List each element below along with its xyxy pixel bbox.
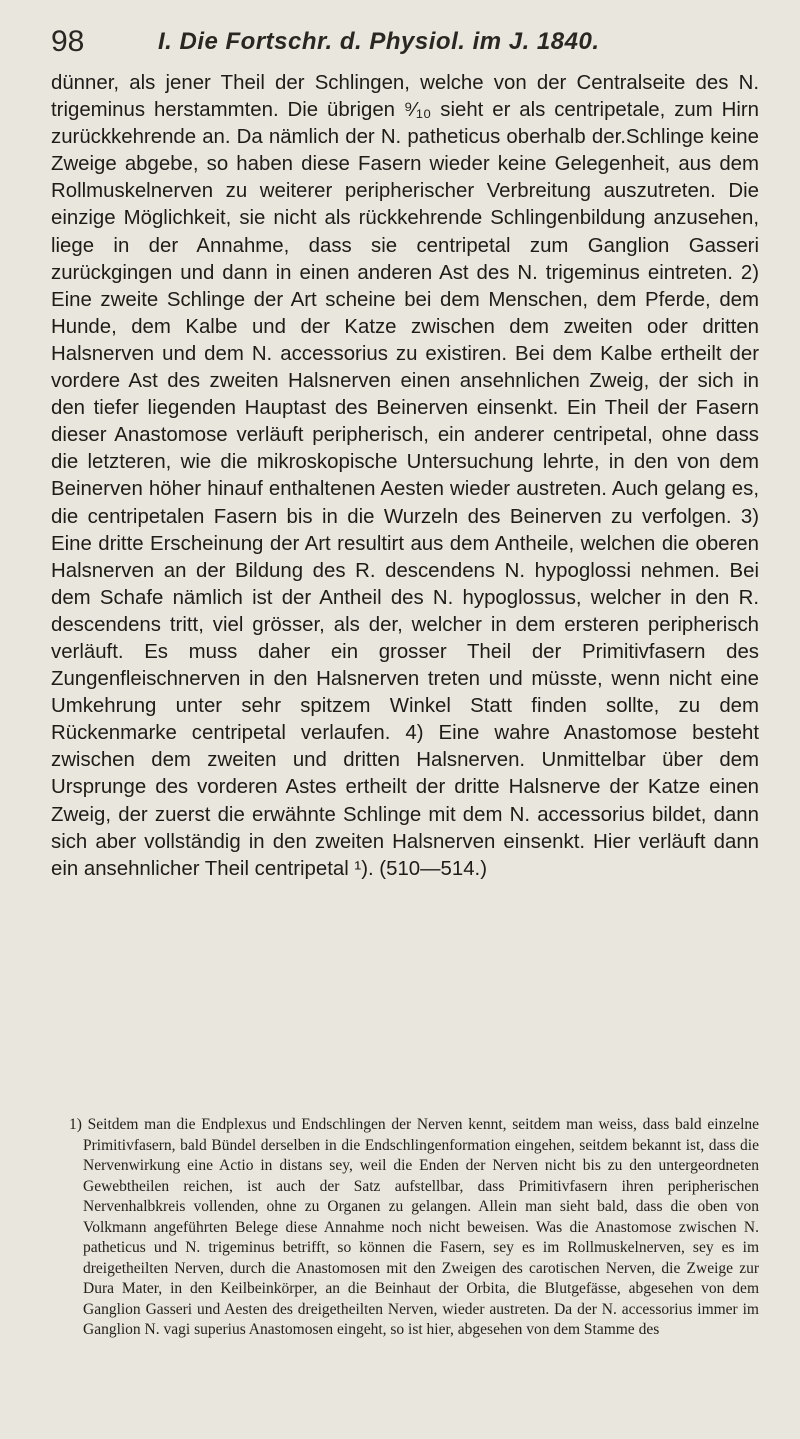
page-header	[51, 22, 711, 62]
footnote-marker: 1)	[69, 1116, 82, 1133]
footnote-text: Seitdem man die Endplexus und Endschlingen der Nerven kennt, seitdem man weiss, dass bald einzelne Primitivfasern, bald Bündel derselben in die Endschlingenformation eingehen, seitdem bekannt ist, dass die Nervenwirkung eine Actio in distans sey, weil die Enden der Nerven nicht bis zu den untergeordneten Gewebtheilen reichen, ist auch der Satz aufstellbar, dass Primitivfasern ihren peripherischen Nervenhalbkreis vollenden, ohne zu Organen zu gelangen. Allein man sieht bald, dass die oben von Volkmann angeführten Belege diese Annahme noch nicht beweisen. Was die Anastomose zwischen N. patheticus und N. trigeminus betrifft, so können die Fasern, sey es im Rollmuskelnerven, sey es im dreigetheilten Nerven, durch die Anastomosen mit den Zweigen des carotischen Nerven, die Zweige zur Dura Mater, in den Keilbeinkörper, an die Beinhaut der Orbita, die Blutgefässe, abgesehen von dem Ganglion Gasseri und Aesten des dreigetheilten Nerven, wieder austreten. Da der N. accessorius immer im Ganglion N. vagi superius Anastomosen eingeht, so ist hier, abgesehen von dem Stamme des	[83, 1116, 760, 1338]
running-title: I. Die Fortschr. d. Physiol. im J. 1840.	[158, 28, 600, 55]
page-number: 98	[51, 25, 85, 58]
footnote	[51, 1115, 759, 1341]
body-paragraph: dünner, als jener Theil der Schlingen, welche von der Centralseite des N. trigeminus herstammten. Die übrigen ⁹⁄₁₀ sieht er als centripetale, zum Hirn zurückkehrende an. Da nämlich der N. patheticus oberhalb der.Schlinge keine Zweige abgebe, so haben diese Fasern wieder keine Gelegenheit, aus dem Rollmuskelnerven zu weiterer peripherischer Verbreitung auszutreten. Die einzige Möglichkeit, sie nicht als rückkehrende Schlingenbildung anzusehen, liege in der Annahme, dass sie centripetal zum Ganglion Gasseri zurückgingen und dann in einen anderen Ast des N. trigeminus eintreten. 2) Eine zweite Schlinge der Art scheine bei dem Menschen, dem Pferde, dem Hunde, dem Kalbe und der Katze zwischen dem zweiten oder dritten Halsnerven und dem N. accessorius zu existiren. Bei dem Kalbe ertheilt der vordere Ast des zweiten Halsnerven einen ansehnlichen Zweig, der sich in den tiefer liegenden Hauptast des Beinerven einsenkt. Ein Theil der Fasern dieser Anastomose verläuft peripherisch, ein anderer centripetal, ohne dass die letzteren, wie die mikroskopische Untersuchung lehrte, in den von dem Beinerven höher hinauf enthaltenen Aesten wieder austreten. Auch gelang es, die centripetalen Fasern bis in die Wurzeln des Beinerven zu verfolgen. 3) Eine dritte Erscheinung der Art resultirt aus dem Antheile, welchen die oberen Halsnerven an der Bildung des R. descendens N. hypoglossi nehmen. Bei dem Schafe nämlich ist der Antheil des N. hypoglossus, welcher in den R. descendens tritt, viel grösser, als der, welcher in dem ersteren peripherisch verläuft. Es muss daher ein grosser Theil der Primitivfasern des Zungenfleischnerven in den Halsnerven treten und müsste, wenn nicht eine Umkehrung unter sehr spitzem Winkel Statt finden sollte, zu dem Rückenmarke centripetal verlaufen. 4) Eine wahre Anastomose besteht zwischen dem zweiten und dritten Halsnerven. Unmittelbar über dem Ursprunge des vorderen Astes ertheilt der dritte Halsnerve der Katze einen Zweig, der zuerst die erwähnte Schlinge mit dem N. accessorius bildet, dann sich aber vollständig in den zweiten Halsnerven einsenkt. Hier verläuft dann ein ansehnlicher Theil centripetal ¹). (510—514.)	[51, 72, 759, 880]
